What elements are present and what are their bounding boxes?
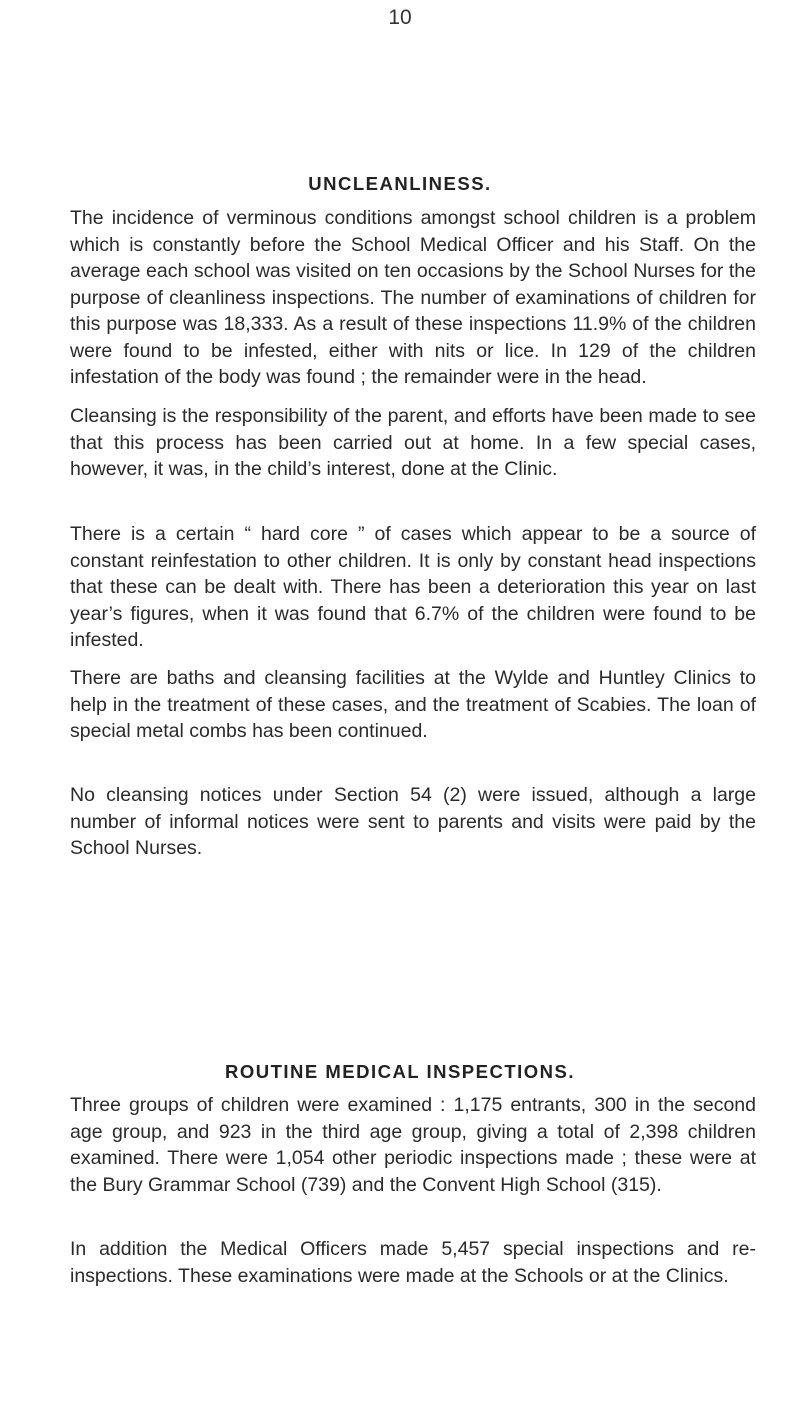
paragraph: Three groups of children were examined : 1,175 entrants, 300 in the second age group, and 923 in the third age group, giving a total of 2,398 children examined. There were 1,054 other periodic inspections made ; these were at the Bury Grammar School (739) and the Convent High School (315). xyxy=(70,1094,756,1196)
paragraph: In addition the Medical Officers made 5,457 special inspections and re-inspections. These examinations were made at the Schools or at the Clinics. xyxy=(70,1238,756,1287)
paragraph: Cleansing is the responsibility of the parent, and efforts have been made to see that this process has been carried out at home. In a few special cases, however, it was, in the child’s interest, done at the Clinic. xyxy=(70,405,756,480)
paragraph: There is a certain “ hard core ” of cases which appear to be a source of constant reinfestation to other children. It is only by constant head inspections that these can be dealt with. There has been a deterioration this year on last year’s figures, when it was found that 6.7% of the children were found to be infested. xyxy=(70,523,756,651)
page-number: 10 xyxy=(388,6,412,29)
paragraph: No cleansing notices under Section 54 (2) were issued, although a large number of informal notices were sent to parents and visits were paid by the School Nurses. xyxy=(70,784,756,859)
section-heading-uncleanliness: UNCLEANLINESS. xyxy=(308,173,492,194)
paragraph: There are baths and cleansing facilities at the Wylde and Huntley Clinics to help in the treatment of these cases, and the treatment of Scabies. The loan of special metal combs has been continued. xyxy=(70,667,756,742)
section-heading-routine-medical-inspections: ROUTINE MEDICAL INSPECTIONS. xyxy=(224,1061,575,1082)
paragraph: The incidence of verminous conditions amongst school children is a problem which is constantly before the School Medical Officer and his Staff. On the average each school was visited on ten occasions by the School Nurses for the purpose of cleanliness inspections. The number of examinations of children for this purpose was 18,333. As a result of these inspections 11.9% of the children were found to be infested, either with nits or lice. In 129 of the children infestation of the body was found ; the remainder were in the head. xyxy=(70,207,756,388)
